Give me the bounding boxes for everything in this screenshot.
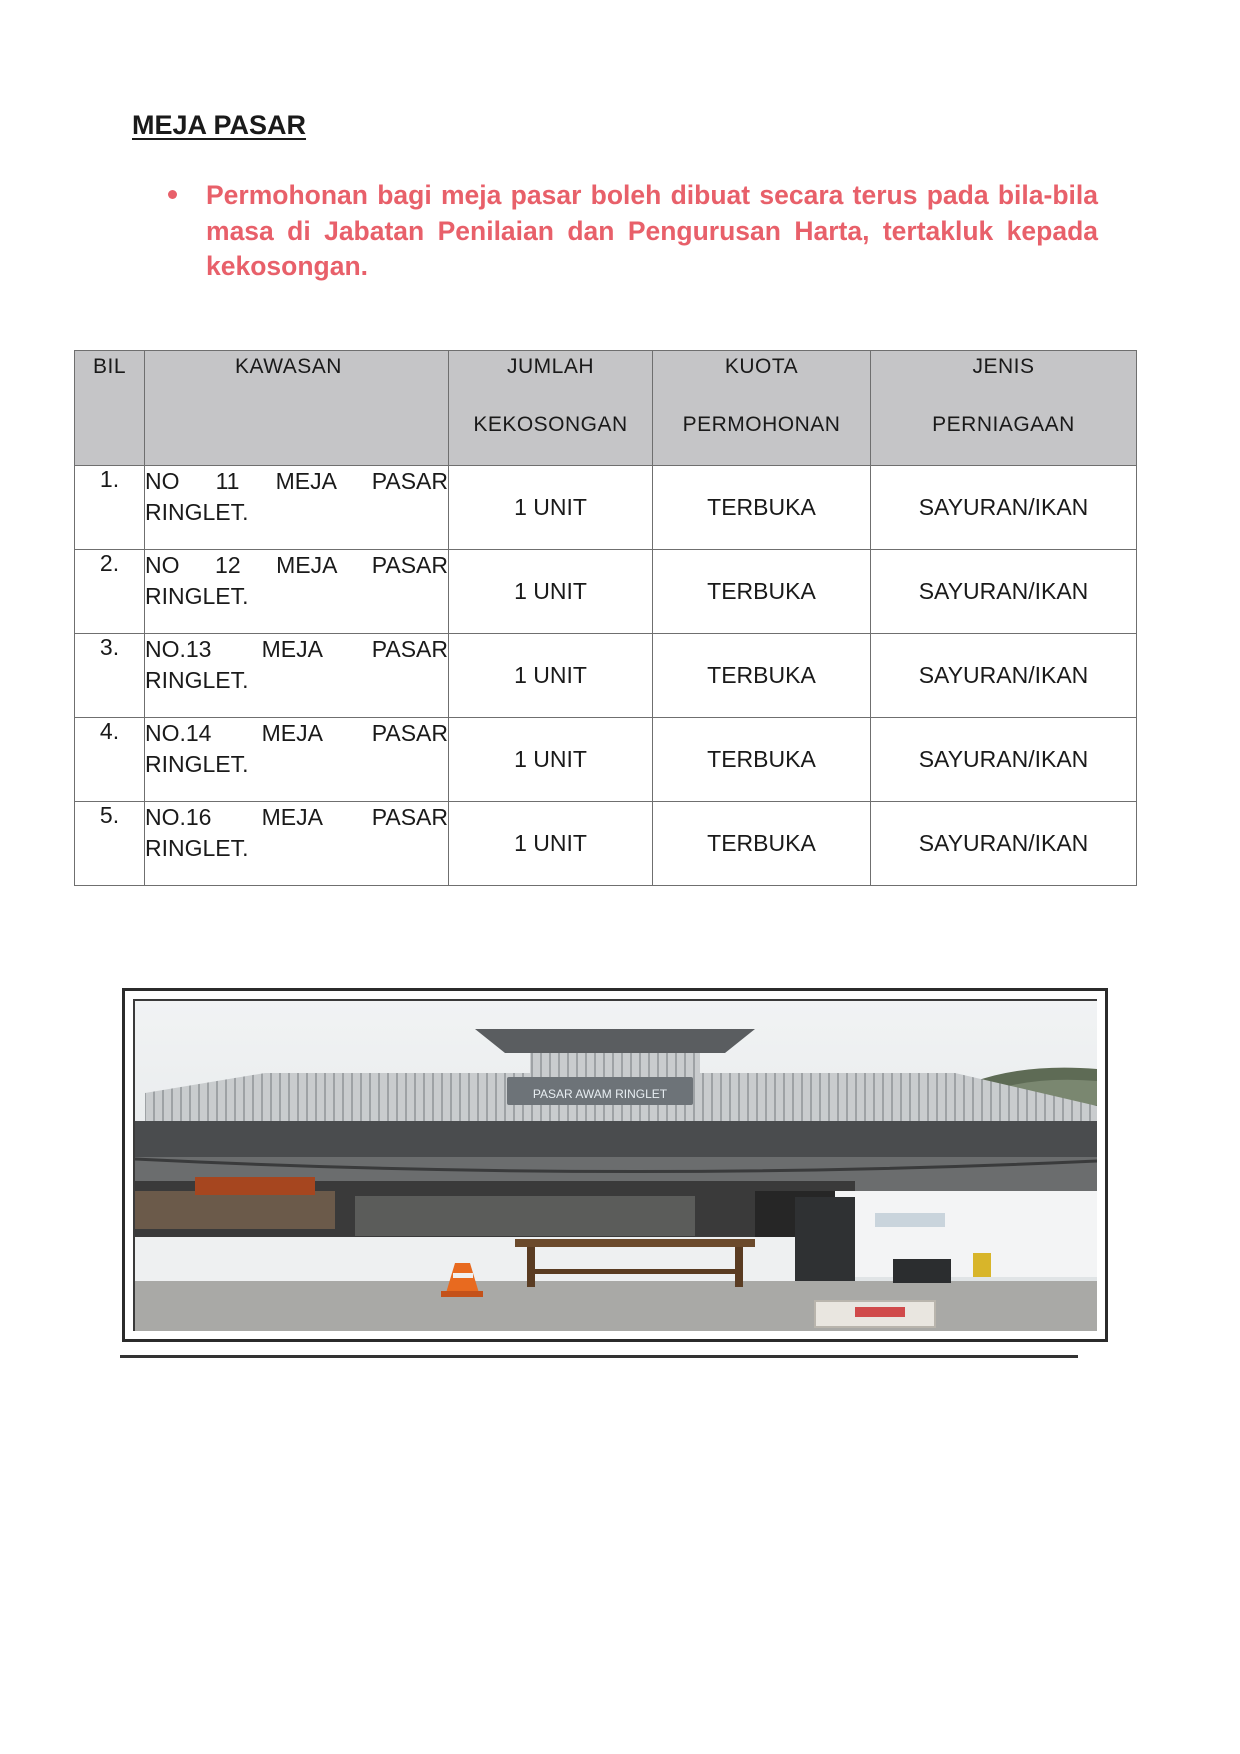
- cell-bil: 3.: [75, 634, 145, 718]
- cell-kawasan: NO.13 MEJA PASAR RINGLET.: [145, 634, 449, 718]
- cell-bil: 2.: [75, 550, 145, 634]
- cell-kuota: TERBUKA: [653, 634, 871, 718]
- cell-bil: 5.: [75, 802, 145, 886]
- notice-bullet: [168, 178, 1098, 285]
- table-row: [75, 550, 1137, 634]
- table-header-row: [75, 351, 1137, 466]
- bottom-rule: [120, 1355, 1078, 1358]
- cell-jumlah: 1 UNIT: [449, 802, 653, 886]
- header-bil: [75, 351, 145, 466]
- table-row: [75, 802, 1137, 886]
- market-building-image: [135, 1001, 1097, 1331]
- table-row: [75, 466, 1137, 550]
- cell-jumlah: 1 UNIT: [449, 466, 653, 550]
- header-jumlah: [449, 351, 653, 466]
- cell-jumlah: 1 UNIT: [449, 634, 653, 718]
- cell-jumlah: 1 UNIT: [449, 718, 653, 802]
- cell-jenis: SAYURAN/IKAN: [871, 466, 1137, 550]
- cell-jenis: SAYURAN/IKAN: [871, 550, 1137, 634]
- signage-text: PASAR AWAM RINGLET: [532, 1087, 668, 1101]
- cell-kawasan: NO 12 MEJA PASAR RINGLET.: [145, 550, 449, 634]
- cell-bil: 1.: [75, 466, 145, 550]
- header-kuota: [653, 351, 871, 466]
- header-jumlah-line1: JUMLAH: [506, 355, 594, 378]
- header-jenis: [871, 351, 1137, 466]
- bullet-dot-icon: [168, 190, 177, 199]
- cell-kuota: TERBUKA: [653, 802, 871, 886]
- cell-jumlah: 1 UNIT: [449, 550, 653, 634]
- header-jenis-line1: JENIS: [972, 355, 1035, 378]
- cell-kawasan: NO 11 MEJA PASAR RINGLET.: [145, 466, 449, 550]
- cell-jenis: SAYURAN/IKAN: [871, 718, 1137, 802]
- notice-text: Permohonan bagi meja pasar boleh dibuat secara terus pada bila-bila masa di Jabatan Penilaian dan Pengurusan Harta, tertakluk kepada kekosongan.: [206, 180, 1098, 281]
- cell-bil: 4.: [75, 718, 145, 802]
- cell-jenis: SAYURAN/IKAN: [871, 634, 1137, 718]
- header-bil-label: BIL: [93, 355, 127, 378]
- cell-kuota: TERBUKA: [653, 718, 871, 802]
- table-row: [75, 634, 1137, 718]
- header-kawasan: [145, 351, 449, 466]
- cell-kuota: TERBUKA: [653, 550, 871, 634]
- table-row: [75, 718, 1137, 802]
- header-kawasan-label: KAWASAN: [235, 355, 342, 378]
- market-photo-frame: [122, 988, 1108, 1342]
- page-title: MEJA PASAR: [132, 110, 307, 140]
- header-kuota-line2: PERMOHONAN: [682, 413, 841, 436]
- cell-kuota: TERBUKA: [653, 466, 871, 550]
- header-jenis-line2: PERNIAGAAN: [932, 413, 1075, 436]
- market-photo: [133, 999, 1097, 1331]
- cell-kawasan: NO.16 MEJA PASAR RINGLET.: [145, 802, 449, 886]
- header-jumlah-line2: KEKOSONGAN: [473, 413, 628, 436]
- cell-kawasan: NO.14 MEJA PASAR RINGLET.: [145, 718, 449, 802]
- header-kuota-line1: KUOTA: [724, 355, 799, 378]
- vacancy-table: [74, 350, 1137, 886]
- cell-jenis: SAYURAN/IKAN: [871, 802, 1137, 886]
